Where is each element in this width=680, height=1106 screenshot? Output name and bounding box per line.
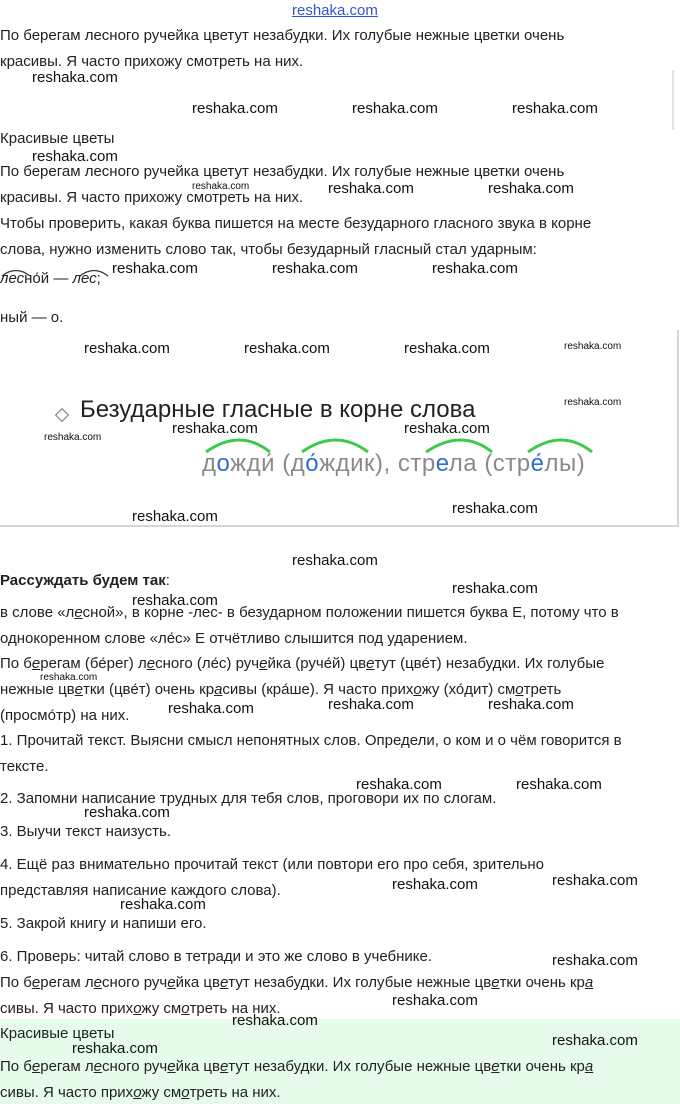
root-morpheme: лес [0,270,25,287]
paragraph-line: По берегам (бе́рег) лесного (ле́с) ручейка (руче́й) цветут (цве́т) незабудки. Их голубые [0,655,605,672]
paragraph-line: нежные цветки (цве́т) очень красивы (кра́ше). Я часто прихожу (хо́дит) смотреть [0,681,562,698]
watermark: reshaka.com [72,1040,158,1057]
reasoning-heading: Рассуждать будем так: [0,572,170,589]
task-item: 2. Запомни написание трудных для тебя слов, проговори их по слогам. [0,790,497,807]
watermark: reshaka.com [328,180,414,197]
watermark: reshaka.com [488,180,574,197]
watermark: reshaka.com [172,420,258,437]
paragraph-line: (просмо́тр) на них. [0,707,130,724]
rule-example: дожди́ (до́ждик), стрела (стре́лы) [202,450,586,477]
watermark: reshaka.com [112,260,198,277]
section-title: Красивые цветы [0,130,115,147]
watermark: reshaka.com [132,592,218,609]
watermark: reshaka.com [328,696,414,713]
watermark: reshaka.com [516,776,602,793]
watermark: reshaka.com [84,340,170,357]
watermark: reshaka.com [404,420,490,437]
task-item: 4. Ещё раз внимательно прочитай текст (или повтори его про себя, зрительно [0,856,544,873]
watermark: reshaka.com [352,100,438,117]
watermark: reshaka.com [452,580,538,597]
ending-text: ; [96,270,101,287]
watermark: reshaka.com [404,340,490,357]
watermark: reshaka.com [432,260,518,277]
watermark: reshaka.com [292,552,378,569]
task-item: 1. Прочитай текст. Выясни смысл непонятных слов. Определи, о ком и о чём говорится в [0,732,622,749]
watermark: reshaka.com [244,340,330,357]
watermark: reshaka.com [192,100,278,117]
paragraph-line: По берегам лесного ручейка цветут незабудки. Их голубые нежные цветки очень кра [0,974,594,991]
root-morpheme: лес [72,270,97,287]
section-title: Красивые цветы [0,1025,115,1042]
rule-text: слова, нужно изменить слово так, чтобы безударный гласный стал ударным: [0,241,537,258]
watermark: reshaka.com [132,508,218,525]
rule-panel-title: Безударные гласные в корне слова [80,396,476,423]
root-arc-icon [0,264,120,278]
watermark: reshaka.com [452,500,538,517]
watermark: reshaka.com [44,432,102,443]
watermark: reshaka.com [192,181,250,192]
watermark: reshaka.com [232,1012,318,1029]
suffix-note: ный — о. [0,309,64,326]
watermark: reshaka.com [488,696,574,713]
watermark: reshaka.com [512,100,598,117]
paragraph-line: однокоренном слове «ле́с» Е отчётливо слышится под ударением. [0,630,468,647]
paragraph-line: сивы. Я часто прихожу смотреть на них. [0,1000,281,1017]
watermark-top[interactable]: reshaka.com [292,2,378,19]
task-item: 5. Закрой книгу и напиши его. [0,915,207,932]
watermark: reshaka.com [392,876,478,893]
watermark: reshaka.com [32,69,118,86]
watermark: reshaka.com [552,952,638,969]
paragraph-line: красивы. Я часто прихожу смотреть на них. [0,189,304,206]
watermark: reshaka.com [564,397,622,408]
watermark: reshaka.com [552,872,638,889]
ending-text: но́й — [24,270,73,287]
watermark: reshaka.com [84,804,170,821]
task-item: 6. Проверь: читай слово в тетради и это же слово в учебнике. [0,948,432,965]
paragraph-line: сивы. Я часто прихожу смотреть на них. [0,1084,281,1101]
watermark: reshaka.com [392,992,478,1009]
paragraph-line: По берегам лесного ручейка цветут незабудки. Их голубые нежные цветки очень [0,27,565,44]
watermark: reshaka.com [32,148,118,165]
rule-panel [0,330,679,527]
watermark: reshaka.com [564,341,622,352]
watermark: reshaka.com [40,672,98,683]
task-item: 3. Выучи текст наизусть. [0,823,172,840]
rule-text: Чтобы проверить, какая буква пишется на месте безударного гласного звука в корне [0,215,592,232]
watermark: reshaka.com [552,1032,638,1049]
watermark: reshaka.com [168,700,254,717]
watermark: reshaka.com [120,896,206,913]
vertical-divider [672,70,674,130]
watermark: reshaka.com [272,260,358,277]
paragraph-line: красивы. Я часто прихожу смотреть на них. [0,53,304,70]
watermark: reshaka.com [356,776,442,793]
paragraph-line: в слове «лесной», в корне -лес- в безударном положении пишется буква Е, потому что в [0,604,619,621]
paragraph-line: По берегам лесного ручейка цветут незабудки. Их голубые нежные цветки очень [0,163,565,180]
task-item: представляя написание каждого слова). [0,882,281,899]
task-item: тексте. [0,758,49,775]
paragraph-line: По берегам лесного ручейка цветут незабудки. Их голубые нежные цветки очень кра [0,1058,594,1075]
